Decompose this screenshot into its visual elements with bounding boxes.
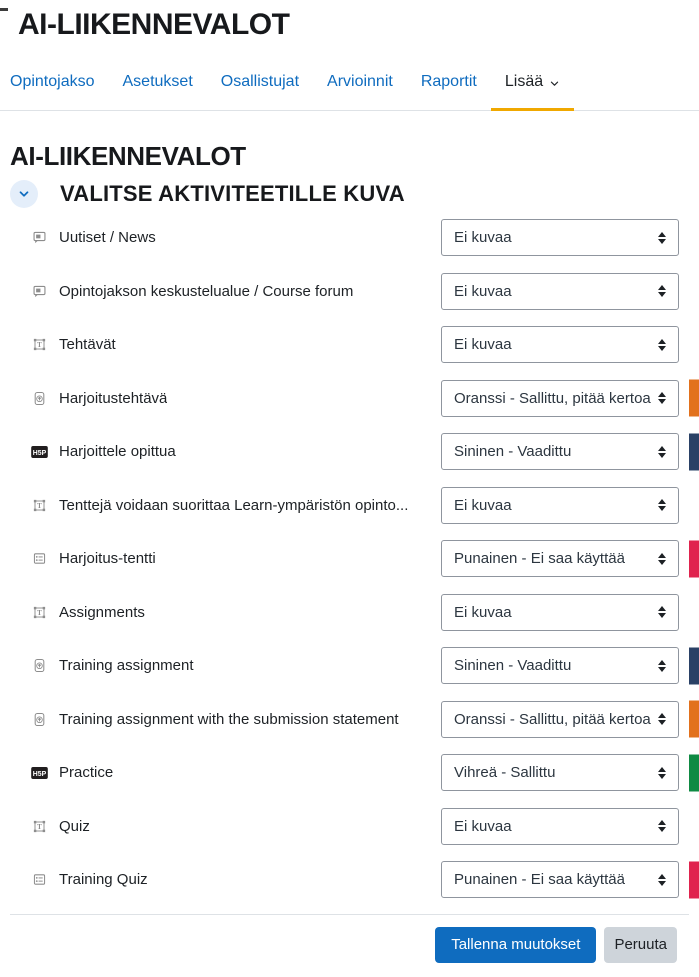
course-heading: AI-LIIKENNEVALOT (10, 141, 246, 171)
select-value: Punainen - Ei saa käyttää (454, 550, 625, 568)
nav-tab[interactable] (10, 73, 109, 110)
forum-icon (30, 230, 48, 245)
activity-color-select[interactable] (441, 219, 679, 256)
select-arrows-icon (658, 553, 666, 565)
activity-row (0, 586, 699, 640)
activity-label: Harjoitustehtävä (59, 389, 168, 407)
activity-label: Uutiset / News (59, 229, 156, 247)
collapse-section-button[interactable] (10, 180, 38, 208)
select-value: Ei kuvaa (454, 603, 512, 621)
assignment-icon (30, 658, 48, 673)
page-title: AI-LIIKENNEVALOT (18, 8, 290, 41)
activity-row (0, 318, 699, 372)
label-icon (30, 605, 48, 620)
nav-tab[interactable] (313, 73, 407, 110)
section-title: VALITSE AKTIVITEETILLE KUVA (60, 181, 405, 206)
nav-tab[interactable] (109, 73, 207, 110)
color-indicator-bar (689, 540, 699, 577)
activity-color-select[interactable] (441, 326, 679, 363)
select-value: Punainen - Ei saa käyttää (454, 871, 625, 889)
select-value: Sininen - Vaadittu (454, 657, 572, 675)
activity-label: Training assignment (59, 657, 194, 675)
save-button[interactable]: Tallenna muutokset (435, 927, 596, 963)
nav-tab-label: Opintojakso (10, 73, 95, 90)
activity-label: Harjoittele opittua (59, 443, 176, 461)
assignment-icon (30, 391, 48, 406)
select-arrows-icon (658, 820, 666, 832)
activity-row (0, 211, 699, 265)
chevron-down-icon (549, 78, 560, 89)
activity-label: Quiz (59, 817, 90, 835)
color-indicator-bar (689, 433, 699, 470)
activity-label: Assignments (59, 603, 145, 621)
select-value: Oranssi - Sallittu, pitää kertoa (454, 710, 651, 728)
activity-row (0, 693, 699, 747)
activity-color-select[interactable] (441, 701, 679, 738)
activity-color-select[interactable] (441, 540, 679, 577)
svg-text:H5P: H5P (32, 770, 47, 778)
activity-row (0, 479, 699, 533)
color-indicator-bar (689, 647, 699, 684)
activity-row (0, 532, 699, 586)
activity-color-select[interactable] (441, 647, 679, 684)
activity-color-select[interactable] (441, 433, 679, 470)
select-value: Oranssi - Sallittu, pitää kertoa (454, 389, 651, 407)
activity-row (0, 425, 699, 479)
nav-tab-label: Arvioinnit (327, 73, 393, 90)
label-icon (30, 498, 48, 513)
browser-artifact (0, 8, 8, 11)
activity-row (0, 800, 699, 854)
activity-rows (0, 211, 699, 907)
nav-tab[interactable] (207, 73, 313, 110)
label-icon (30, 337, 48, 352)
activity-color-select[interactable] (441, 754, 679, 791)
select-value: Ei kuvaa (454, 496, 512, 514)
select-value: Sininen - Vaadittu (454, 443, 572, 461)
select-arrows-icon (658, 713, 666, 725)
select-arrows-icon (658, 606, 666, 618)
activity-color-select[interactable] (441, 861, 679, 898)
select-arrows-icon (658, 285, 666, 297)
select-value: Ei kuvaa (454, 229, 512, 247)
activity-label: Training Quiz (59, 871, 148, 889)
activity-label: Training assignment with the submission statement (59, 710, 399, 728)
chevron-down-icon (17, 187, 31, 201)
svg-text:T: T (36, 608, 42, 617)
select-value: Ei kuvaa (454, 336, 512, 354)
color-indicator-bar (689, 380, 699, 417)
activity-color-select[interactable] (441, 594, 679, 631)
svg-text:H5P: H5P (32, 449, 47, 457)
svg-text:T: T (36, 341, 42, 350)
activity-row (0, 853, 699, 907)
quiz-icon (30, 551, 48, 566)
select-value: Vihreä - Sallittu (454, 764, 556, 782)
activity-label: Tenttejä voidaan suorittaa Learn-ympäristön opinto... (59, 496, 409, 514)
activity-color-select[interactable] (441, 487, 679, 524)
nav-tab-label: Asetukset (122, 73, 193, 90)
activity-color-select[interactable] (441, 380, 679, 417)
select-arrows-icon (658, 392, 666, 404)
svg-text:T: T (36, 501, 42, 510)
select-arrows-icon (658, 232, 666, 244)
select-value: Ei kuvaa (454, 282, 512, 300)
activity-row (0, 746, 699, 800)
form-actions (0, 915, 699, 963)
assignment-icon (30, 712, 48, 727)
select-arrows-icon (658, 660, 666, 672)
select-arrows-icon (658, 874, 666, 886)
color-indicator-bar (689, 701, 699, 738)
activity-row (0, 639, 699, 693)
cancel-button[interactable]: Peruuta (604, 927, 677, 963)
select-arrows-icon (658, 339, 666, 351)
course-nav-wrap (0, 73, 699, 111)
color-indicator-bar (689, 861, 699, 898)
activity-row (0, 372, 699, 426)
h5p-icon (30, 446, 48, 458)
quiz-icon (30, 872, 48, 887)
select-arrows-icon (658, 767, 666, 779)
nav-tab[interactable] (491, 73, 574, 110)
svg-text:T: T (36, 822, 42, 831)
activity-label: Practice (59, 764, 114, 782)
activity-label: Opintojakson keskustelualue / Course forum (59, 282, 354, 300)
course-nav (0, 73, 699, 110)
activity-label: Harjoitus-tentti (59, 550, 156, 568)
activity-color-select[interactable] (441, 808, 679, 845)
nav-tab-label: Osallistujat (220, 73, 300, 90)
color-indicator-bar (689, 754, 699, 791)
select-value: Ei kuvaa (454, 817, 512, 835)
nav-tab[interactable] (407, 73, 491, 110)
select-arrows-icon (658, 446, 666, 458)
nav-tab-label: Raportit (420, 73, 477, 90)
label-icon (30, 819, 48, 834)
activity-color-select[interactable] (441, 273, 679, 310)
select-arrows-icon (658, 499, 666, 511)
forum-icon (30, 284, 48, 299)
section-header (10, 180, 699, 208)
activity-label: Tehtävät (59, 336, 116, 354)
nav-tab-label: Lisää (504, 73, 544, 90)
h5p-icon (30, 767, 48, 779)
activity-row (0, 265, 699, 319)
